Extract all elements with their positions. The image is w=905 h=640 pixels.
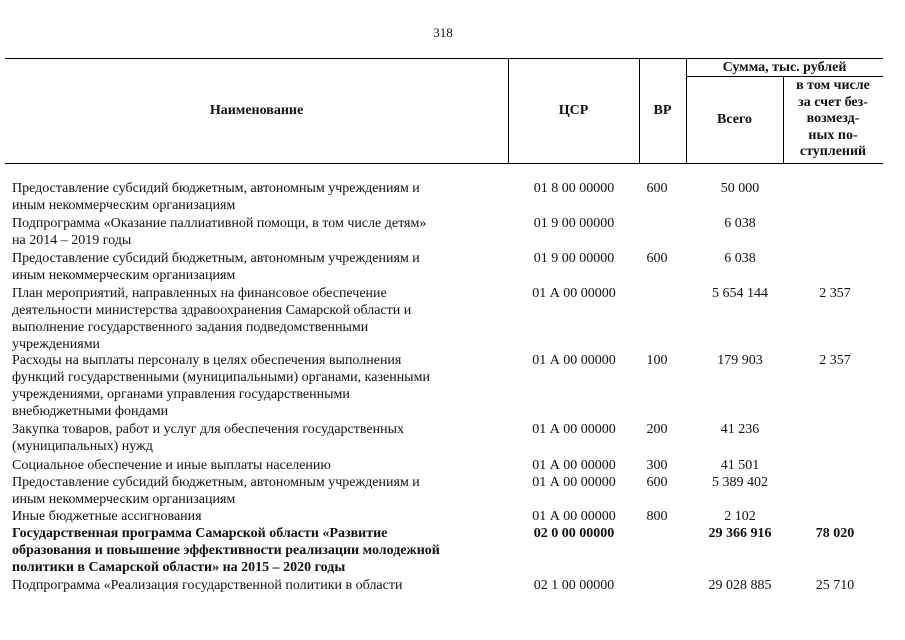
header-free-line: ступлений <box>799 144 867 159</box>
row-name-line: деятельности министерства здравоохранения Самарской области и <box>12 303 412 318</box>
row-total: 6 038 <box>724 251 756 266</box>
row-name-line: политики в Самарской области» на 2015 – 2020 годы <box>12 560 346 575</box>
row-name <box>12 285 502 353</box>
row-total: 41 501 <box>720 458 760 473</box>
row-name-line: (муниципальных) нужд <box>12 439 153 454</box>
header-name: Наименование <box>209 103 304 118</box>
header-free-line: в том числе <box>796 78 870 93</box>
row-name <box>12 474 502 508</box>
row-name <box>12 577 502 594</box>
row-csr: 01 9 00 00000 <box>533 216 615 231</box>
row-name-line: на 2014 – 2019 годы <box>12 233 132 248</box>
header-csr: ЦСР <box>558 103 589 118</box>
row-csr: 01 А 00 00000 <box>532 353 616 368</box>
row-name-line: Иные бюджетные ассигнования <box>12 509 202 524</box>
row-csr: 01 А 00 00000 <box>532 422 616 437</box>
row-name <box>12 525 502 576</box>
row-name-line: Закупка товаров, работ и услуг для обеспечения государственных <box>12 422 405 437</box>
row-total: 2 102 <box>724 509 756 524</box>
row-name-line: Социальное обеспечение и иные выплаты населению <box>12 458 331 473</box>
row-name-line: иным некоммерческим организациям <box>12 268 236 283</box>
row-name-line: Подпрограмма «Реализация государственной политики в области <box>12 578 403 593</box>
row-csr: 02 0 00 00000 <box>533 526 615 541</box>
row-total: 29 366 916 <box>708 526 772 541</box>
row-name <box>12 508 502 525</box>
header-free-line: за счет без- <box>798 94 868 110</box>
row-vr: 600 <box>646 475 668 490</box>
page-number: 318 <box>433 25 453 40</box>
row-vr: 800 <box>646 509 668 524</box>
row-free-receipts: 2 357 <box>819 286 851 301</box>
row-csr: 01 8 00 00000 <box>533 181 615 196</box>
row-total: 50 000 <box>720 181 760 196</box>
row-name <box>12 457 502 474</box>
header-total: Всего <box>717 111 752 127</box>
row-name-line: учреждениями, органами управления государственными <box>12 387 350 402</box>
row-name-line: функций государственными (муниципальными) органами, казенными <box>12 370 430 385</box>
row-csr: 01 А 00 00000 <box>532 458 616 473</box>
row-name <box>12 180 502 214</box>
row-name <box>12 215 502 249</box>
row-vr: 600 <box>646 251 668 266</box>
row-name-line: внебюджетными фондами <box>12 404 169 419</box>
row-total: 29 028 885 <box>708 578 772 593</box>
row-name-line: Предоставление субсидий бюджетным, автономным учреждениям и <box>12 181 420 196</box>
row-name <box>12 421 502 455</box>
row-vr: 600 <box>646 181 668 196</box>
row-free-receipts: 2 357 <box>819 353 851 368</box>
row-csr: 02 1 00 00000 <box>533 578 615 593</box>
row-free-receipts: 25 710 <box>815 578 855 593</box>
header-sum: Сумма, тыс. рублей <box>722 59 847 75</box>
header-free-line: возмезд- <box>806 111 860 126</box>
row-total: 5 654 144 <box>712 286 768 301</box>
row-vr: 200 <box>646 422 668 437</box>
row-name-line: иным некоммерческим организациям <box>12 492 236 507</box>
row-name-line: План мероприятий, направленных на финансовое обеспечение <box>12 286 387 301</box>
row-total: 41 236 <box>720 422 760 437</box>
row-total: 5 389 402 <box>712 475 768 490</box>
row-csr: 01 А 00 00000 <box>532 286 616 301</box>
row-name-line: Расходы на выплаты персоналу в целях обеспечения выполнения <box>12 353 402 368</box>
row-total: 179 903 <box>717 353 763 368</box>
row-csr: 01 А 00 00000 <box>532 475 616 490</box>
row-name-line: учреждениями <box>12 337 101 352</box>
table-header <box>5 58 883 164</box>
row-vr: 300 <box>646 458 668 473</box>
row-name-line: Предоставление субсидий бюджетным, автономным учреждениям и <box>12 251 420 266</box>
row-name <box>12 352 502 420</box>
row-name-line: иным некоммерческим организациям <box>12 198 236 213</box>
header-vr: ВР <box>653 103 672 118</box>
row-name-line: образования и повышение эффективности реализации молодежной <box>12 543 440 558</box>
row-vr: 100 <box>646 353 668 368</box>
row-csr: 01 9 00 00000 <box>533 251 615 266</box>
row-name-line: Подпрограмма «Оказание паллиативной помощи, в том числе детям» <box>12 216 427 231</box>
row-free-receipts: 78 020 <box>815 526 855 541</box>
row-name-line: Государственная программа Самарской области «Развитие <box>12 526 388 541</box>
row-name-line: выполнение государственного задания подведомственными <box>12 320 369 335</box>
row-name-line: Предоставление субсидий бюджетным, автономным учреждениям и <box>12 475 420 490</box>
row-total: 6 038 <box>724 216 756 231</box>
row-name <box>12 250 502 284</box>
header-free-line: ных по- <box>808 127 858 143</box>
header-free-receipts <box>784 78 882 162</box>
row-csr: 01 А 00 00000 <box>532 509 616 524</box>
